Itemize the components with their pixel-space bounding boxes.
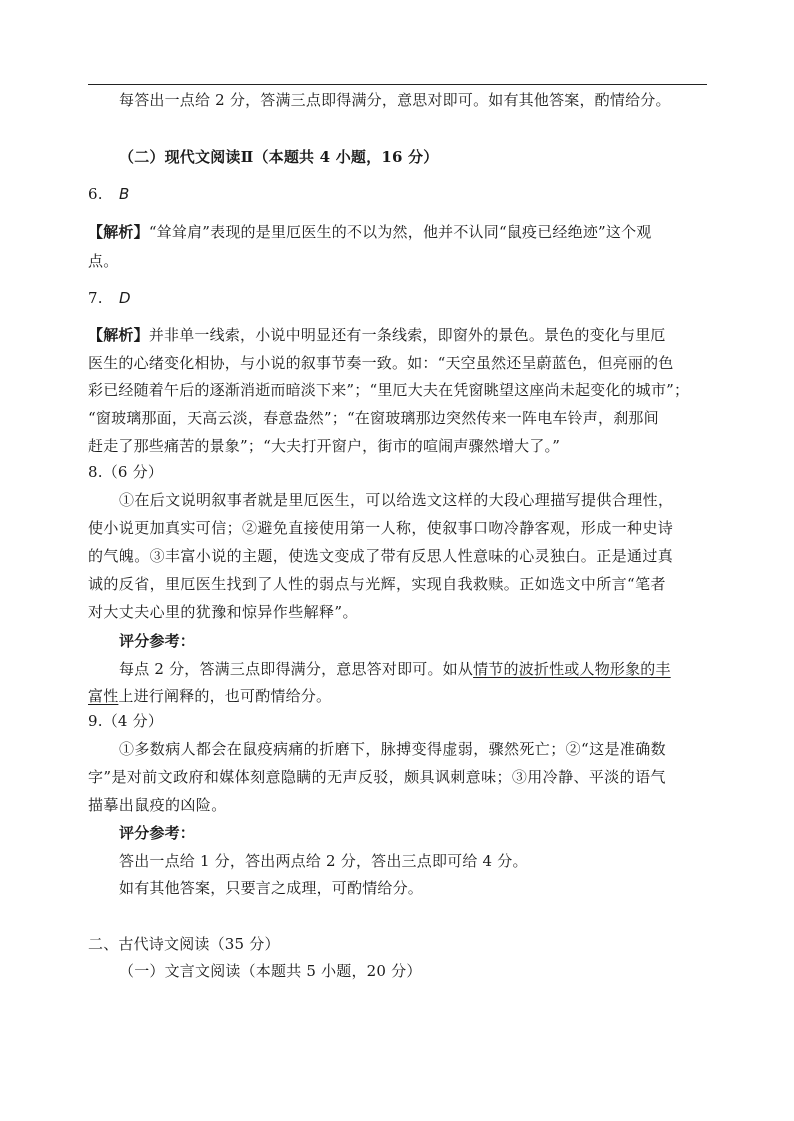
q8-scoring-line-2 bbox=[88, 686, 331, 706]
q8-scoring-title: 评分参考： bbox=[119, 632, 196, 650]
q6-analysis-line-2: 点。 bbox=[88, 252, 119, 270]
part-2-subsection-title: （一）文言文阅读（本题共 5 小题，20 分） bbox=[119, 962, 422, 980]
q9-answer-line-3: 描摹出鼠疫的凶险。 bbox=[88, 796, 227, 814]
q7-answer: D bbox=[119, 289, 131, 307]
q6-number: 6. bbox=[88, 185, 103, 203]
scoring-underlined-text: 富性 bbox=[88, 687, 119, 705]
analysis-text: “耸耸肩”表现的是里厄医生的不以为然，他并不认同“鼠疫已经绝迹”这个观 bbox=[148, 223, 652, 241]
q7-analysis-line-3: 彩已经随着午后的逐渐消逝而暗淡下来”；“里厄大夫在凭窗眺望这座尚未起变化的城市”； bbox=[88, 381, 690, 399]
q7-analysis-line-5: 赶走了那些痛苦的景象”；“大夫打开窗户，街市的喧闹声骤然增大了。” bbox=[88, 437, 561, 455]
q9-header: 9.（4 分） bbox=[88, 712, 164, 730]
q6-analysis-line-1 bbox=[88, 222, 652, 242]
q9-scoring-line-2: 如有其他答案，只要言之成理，可酌情给分。 bbox=[119, 879, 424, 897]
q9-answer-line-1: ①多数病人都会在鼠疫病痛的折磨下，脉搏变得虚弱，骤然死亡；②“这是准确数 bbox=[119, 740, 667, 758]
analysis-tag: 【解析】 bbox=[88, 326, 149, 344]
q7-analysis-line-4: “窗玻璃那面，天高云淡，春意盎然”；“在窗玻璃那边突然传来一阵电车铃声，刹那间 bbox=[88, 409, 659, 427]
analysis-text: 并非单一线索，小说中明显还有一条线索，即窗外的景色。景色的变化与里厄 bbox=[148, 326, 666, 344]
section-title-modern-reading-2: （二）现代文阅读Ⅱ（本题共 4 小题，16 分） bbox=[119, 148, 439, 166]
q8-scoring-line-1 bbox=[119, 659, 671, 679]
q9-scoring-line-1: 答出一点给 1 分，答出两点给 2 分，答出三点即可给 4 分。 bbox=[119, 852, 528, 870]
intro-line: 每答出一点给 2 分，答满三点即得满分，意思对即可。如有其他答案，酌情给分。 bbox=[119, 91, 671, 109]
q8-answer-line-4: 诚的反省，里厄医生找到了人性的弱点与光辉，实现自我救赎。正如选文中所言“笔者 bbox=[88, 575, 666, 593]
q8-answer-line-1: ①在后文说明叙事者就是里厄医生，可以给选文这样的大段心理描写提供合理性， bbox=[119, 491, 674, 509]
q8-answer-line-3: 的气魄。③丰富小说的主题，使选文变成了带有反思人性意味的心灵独白。正是通过真 bbox=[88, 547, 674, 565]
q6-answer: B bbox=[119, 185, 130, 203]
q9-scoring-title: 评分参考： bbox=[119, 824, 196, 842]
top-rule bbox=[88, 84, 707, 85]
q7-number: 7. bbox=[88, 289, 103, 307]
q7-analysis-line-1 bbox=[88, 325, 666, 345]
q7-analysis-line-2: 医生的心绪变化相协，与小说的叙事节奏一致。如：“天空虽然还呈蔚蓝色，但亮丽的色 bbox=[88, 354, 674, 372]
analysis-tag: 【解析】 bbox=[88, 223, 149, 241]
scoring-underlined-text: 情节的波折性或人物形象的丰 bbox=[473, 660, 671, 678]
q8-header: 8.（6 分） bbox=[88, 463, 164, 481]
q8-answer-line-5: 对大丈夫心里的犹豫和惊异作些解释”。 bbox=[88, 603, 358, 621]
scoring-text: 上进行阐释的，也可酌情给分。 bbox=[118, 687, 332, 705]
q9-answer-line-2: 字”是对前文政府和媒体刻意隐瞒的无声反驳，颇具讽刺意味；③用冷静、平淡的语气 bbox=[88, 768, 666, 786]
scoring-text: 每点 2 分，答满三点即得满分，意思答对即可。如从 bbox=[119, 660, 474, 678]
part-2-title: 二、古代诗文阅读（35 分） bbox=[88, 935, 280, 953]
q8-answer-line-2: 使小说更加真实可信；②避免直接使用第一人称，使叙事口吻冷静客观，形成一种史诗 bbox=[88, 519, 674, 537]
